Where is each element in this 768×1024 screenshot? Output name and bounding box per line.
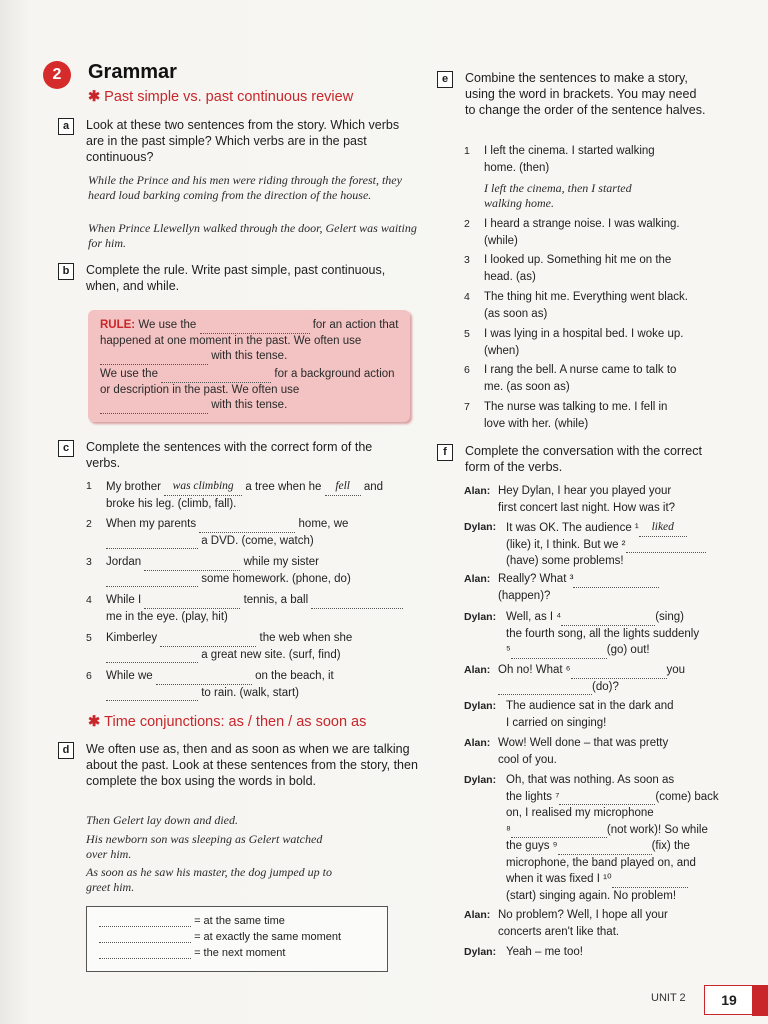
answer-blank[interactable]: liked	[639, 519, 687, 537]
answer-blank[interactable]	[559, 804, 655, 805]
example-sentence: While the Prince and his men were riding through the forest, they heard loud barking coming from the direction of the house.	[88, 173, 402, 202]
section-letter: f	[437, 444, 453, 461]
dialogue-line: Dylan: Yeah – me too!	[464, 946, 583, 958]
dialogue-line: Alan: Hey Dylan, I hear you played your first concert last night. How was it?	[464, 485, 676, 514]
answer-blank[interactable]	[511, 658, 607, 659]
dialogue-line: Alan: Oh no! What ⁶ you (do)?	[464, 662, 744, 696]
conjunctions-subtitle: ✱ Time conjunctions: as / then / as soon as	[88, 714, 367, 730]
section-f	[437, 443, 737, 483]
answer-blank[interactable]	[558, 854, 652, 855]
blank-field[interactable]	[200, 333, 310, 334]
box-row: = the next moment	[99, 947, 285, 959]
answer-blank[interactable]: was climbing	[164, 478, 242, 496]
section-letter: b	[58, 263, 74, 280]
page-number: 19	[704, 985, 753, 1015]
answer-blank[interactable]	[156, 684, 252, 685]
section-a	[58, 117, 418, 277]
example-answer: I left the cinema, then I started walking home.	[484, 181, 632, 210]
section-d	[58, 741, 418, 901]
blank-field[interactable]	[100, 413, 208, 414]
section-instruction: Complete the sentences with the correct form of the verbs.	[86, 440, 373, 470]
answer-blank[interactable]	[99, 942, 191, 943]
dialogue-line: Dylan: It was OK. The audience ¹ liked (like) it, I think. But we ² (have) some problems!	[464, 519, 744, 571]
section-b	[58, 262, 418, 302]
star-icon: ✱	[88, 714, 101, 730]
grammar-subtitle: ✱ Past simple vs. past continuous review	[88, 89, 354, 105]
section-instruction: Complete the conversation with the correct form of the verbs.	[465, 444, 702, 474]
section-letter: e	[437, 71, 453, 88]
rule-text-2: We use the for a background action or description in the past. We often use with this tense.	[100, 367, 400, 414]
section-letter: c	[58, 440, 74, 457]
section-instruction: Complete the rule. Write past simple, past continuous, when, and while.	[86, 263, 386, 293]
answer-blank[interactable]	[144, 608, 240, 609]
dialogue-line: Dylan: Well, as I ⁴ (sing) the fourth song, all the lights suddenly ⁵ (go) out!	[464, 609, 744, 661]
section-letter: d	[58, 742, 74, 759]
page-tab-accent	[752, 985, 768, 1016]
rule-box	[88, 310, 410, 422]
dialogue-line: Alan: Really? What ³ (happen)?	[464, 571, 744, 605]
star-icon: ✱	[88, 89, 101, 105]
answer-blank[interactable]	[144, 570, 240, 571]
blank-field[interactable]	[161, 382, 271, 383]
dialogue-line: Alan: No problem? Well, I hope all your concerts aren't like that.	[464, 909, 668, 938]
dialogue-line: Alan: Wow! Well done – that was pretty cool of you.	[464, 737, 669, 766]
answer-blank[interactable]	[106, 548, 198, 549]
answer-blank[interactable]	[311, 608, 403, 609]
answer-blank[interactable]	[99, 958, 191, 959]
answer-blank[interactable]	[106, 700, 198, 701]
rule-text-1: RULE: We use the for an action that happened at one moment in the past. We often use with this tense.	[100, 318, 400, 365]
answer-blank[interactable]	[106, 662, 198, 663]
section-e	[437, 70, 737, 140]
section-instruction: We often use as, then and as soon as when we are talking about the past. Look at these sentences from the story, then complete the box using the words in bold.	[86, 742, 418, 788]
answer-blank[interactable]	[612, 887, 688, 888]
answer-blank[interactable]	[498, 694, 592, 695]
answer-blank[interactable]: fell	[325, 478, 361, 496]
dialogue-line: Dylan: Oh, that was nothing. As soon as the lights ⁷ (come) back on, I realised my microphone ⁸ (not work)! So while the guys ⁹ (fix) the microphone, the band played on, and when it was fixed I ¹⁰ (start) singing again. No problem!	[464, 774, 719, 902]
section-instruction: Combine the sentences to make a story, using the word in brackets. You may need to change the order of the sentence halves.	[465, 71, 706, 117]
section-number-badge: 2	[43, 61, 71, 89]
blank-field[interactable]	[100, 364, 208, 365]
box-row: = at the same time	[99, 915, 285, 927]
answer-blank[interactable]	[160, 646, 256, 647]
conjunctions-box	[86, 906, 388, 972]
example-sentence: Then Gelert lay down and died.	[86, 813, 238, 827]
box-row: = at exactly the same moment	[99, 931, 341, 943]
example-sentence: When Prince Llewellyn walked through the door, Gelert was waiting for him.	[88, 221, 417, 250]
answer-blank[interactable]	[571, 678, 667, 679]
answer-blank[interactable]	[99, 926, 191, 927]
answer-blank[interactable]	[561, 625, 655, 626]
answer-blank[interactable]	[511, 837, 607, 838]
example-sentence: As soon as he saw his master, the dog jumped up to greet him.	[86, 865, 332, 894]
section-c	[58, 439, 418, 479]
answer-blank[interactable]	[573, 587, 659, 588]
example-sentence: His newborn son was sleeping as Gelert watched over him.	[86, 832, 323, 861]
answer-blank[interactable]	[199, 532, 295, 533]
answer-blank[interactable]	[626, 552, 706, 553]
unit-label: UNIT 2	[651, 992, 686, 1004]
answer-blank[interactable]	[106, 586, 198, 587]
section-instruction: Look at these two sentences from the story. Which verbs are in the past simple? Which verbs are in the past continuous?	[86, 118, 400, 164]
page-title: Grammar	[88, 61, 177, 83]
dialogue-line: Dylan: The audience sat in the dark and I carried on singing!	[464, 700, 674, 729]
section-letter: a	[58, 118, 74, 135]
